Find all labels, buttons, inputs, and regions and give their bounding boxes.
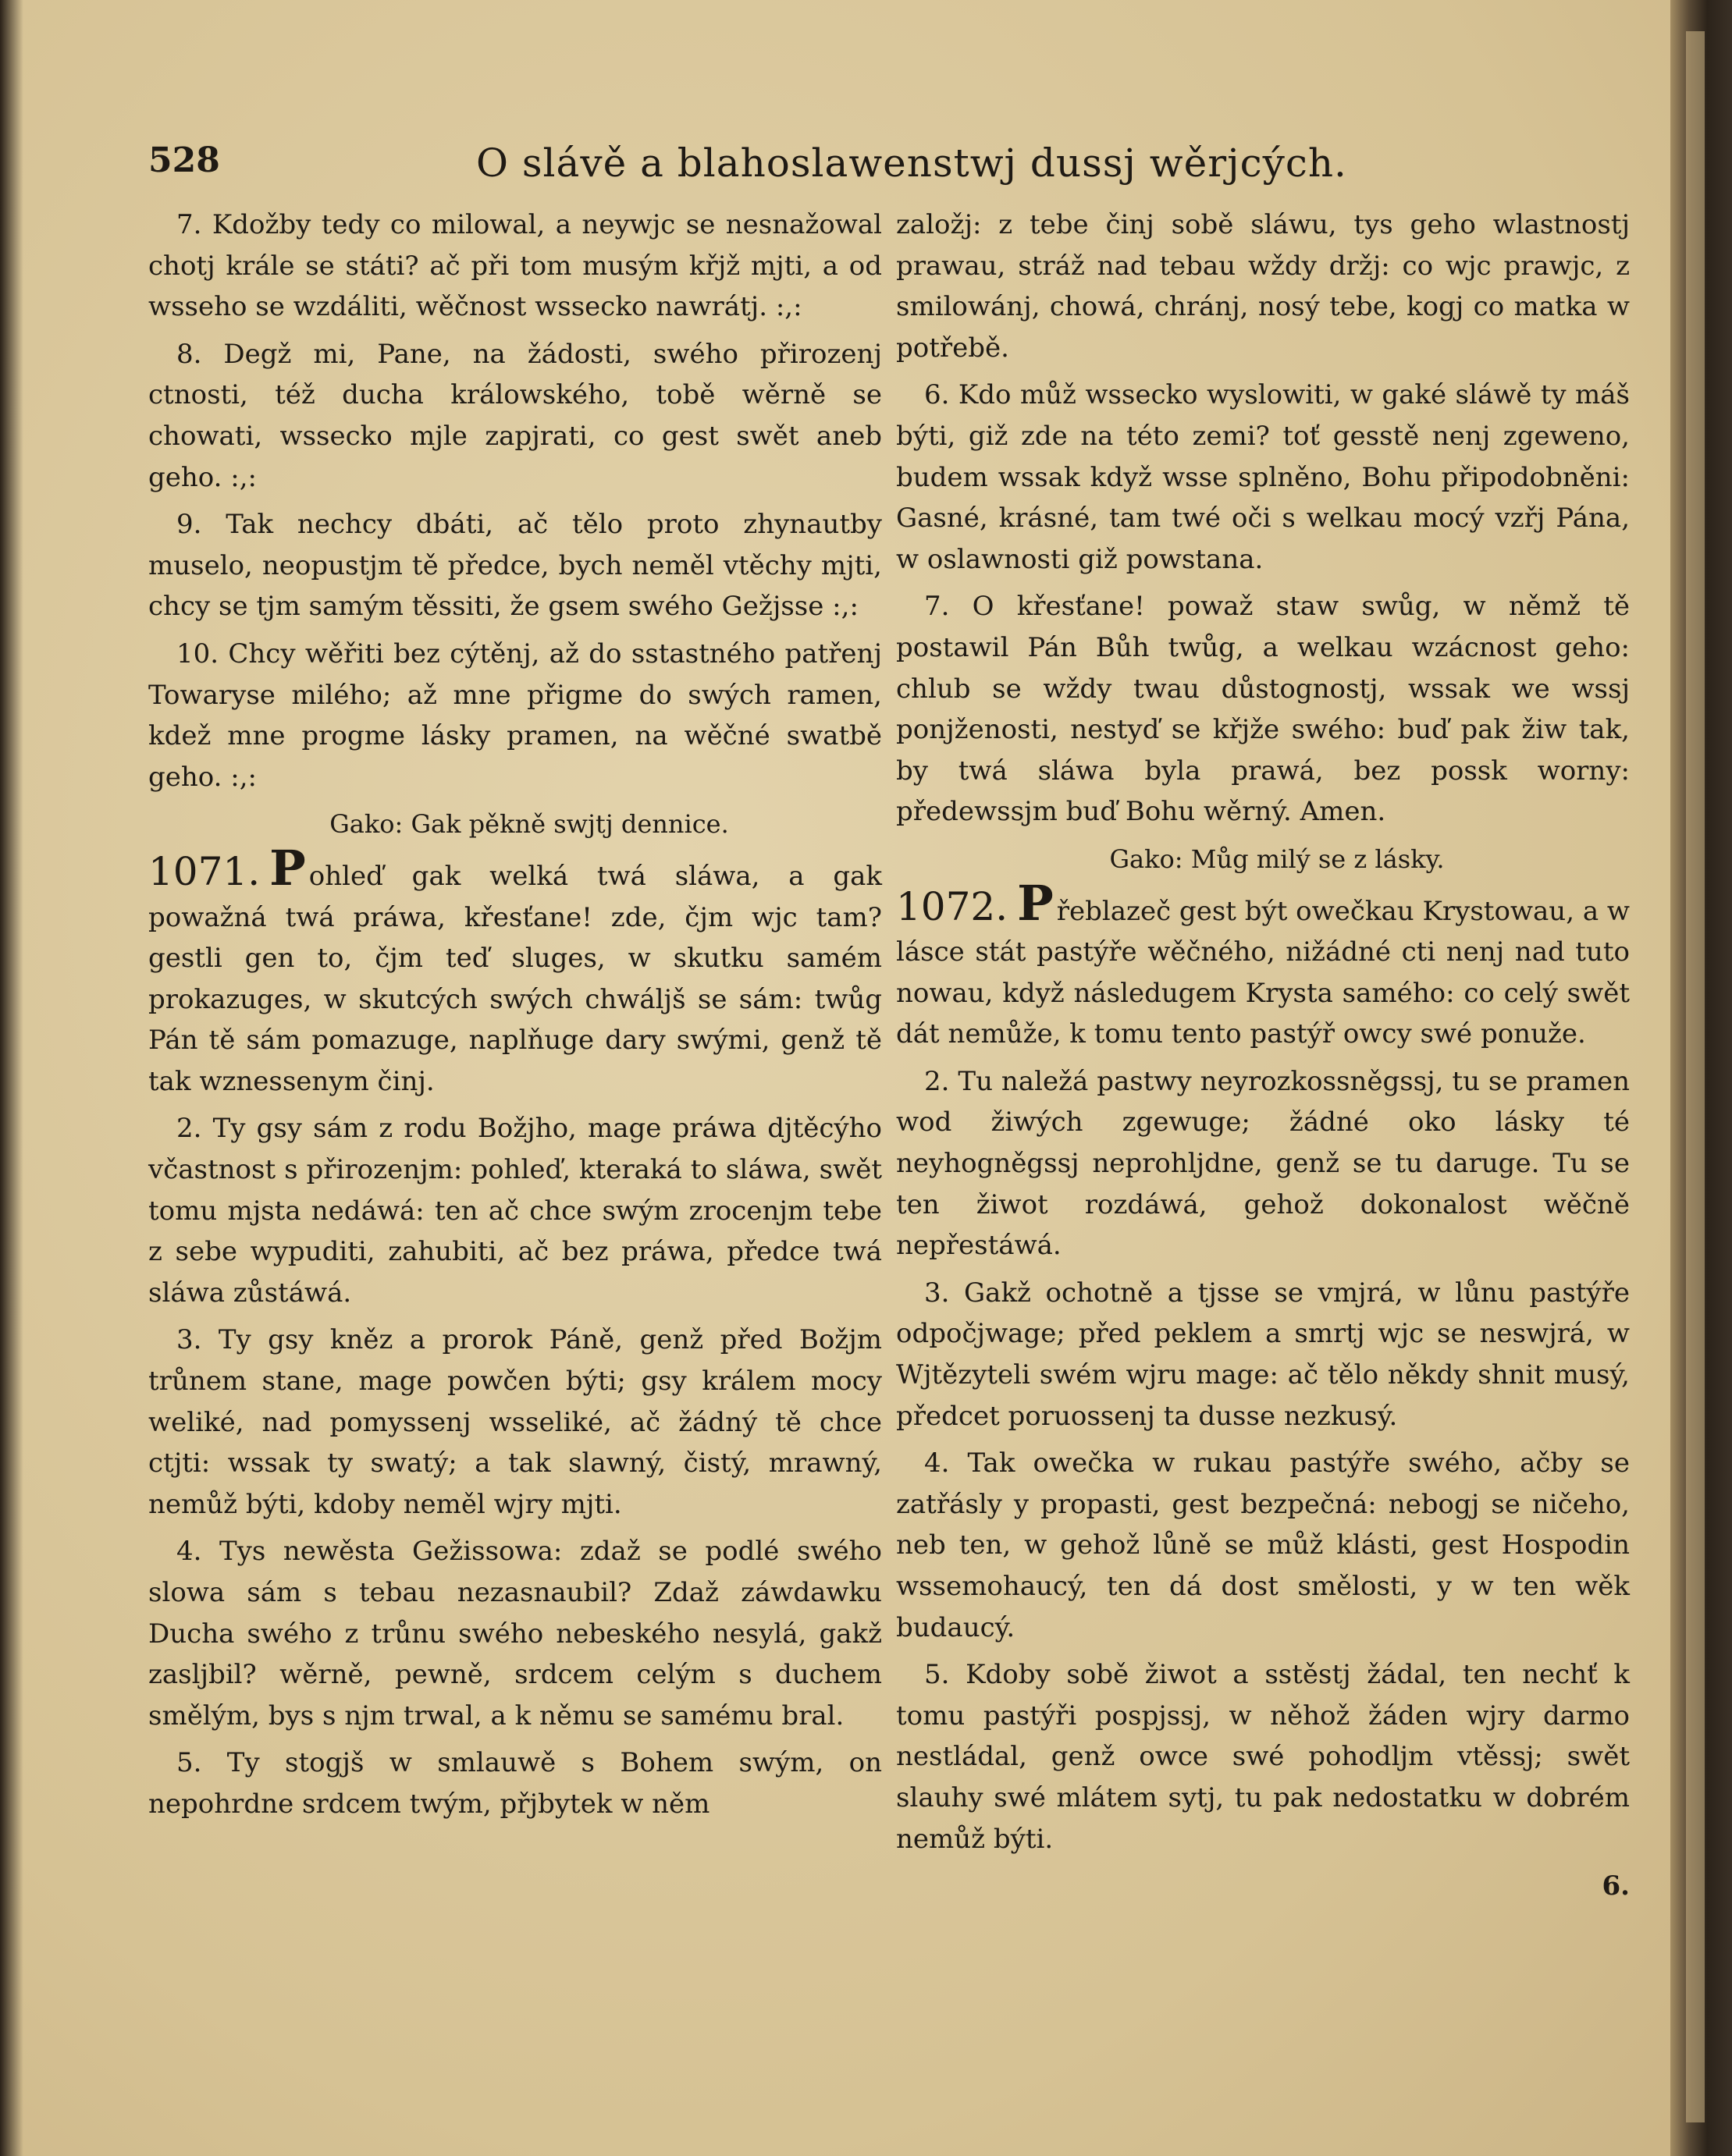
hymn-number: 1072. (896, 883, 1008, 929)
stanza-paragraph: 2. Ty gsy sám z rodu Božjho, mage práwa djtěcýho včastnost s přirozenjm: pohleď, kteraká to sláwa, swět tomu mjsta nedáwá: ten ač chce swým zrocenjm tebe z sebe wypuditi, zahubiti, ač bez práwa, předce twá sláwa zůstáwá. (148, 1113, 882, 1309)
stanza-paragraph: 3. Ty gsy kněz a prorok Páně, genž před Božjm trůnem stane, mage powčen býti; gsy králem mocy weliké, nad pomyssenj wsseliké, ač žádný tě chce ctjti: wssak ty swatý; a tak slawný, čistý, mrawný, nemůž býti, kdoby neměl wjry mjti. (148, 1324, 882, 1520)
hymn-first-stanza (148, 839, 882, 1103)
stanza-paragraph: 7. Kdožby tedy co milowal, a neywjc se nesnažowal chotj krále se státi? ač při tom musým křjž mjti, a od wsseho se wzdáliti, wěčnost wssecko nawrátj. :,: (148, 209, 882, 323)
stanza-paragraph: 4. Tak owečka w rukau pastýře swého, ačby se zatřásly y propasti, gest bezpečná: nebogj se ničeho, neb ten, w gehož lůně se můž klásti, gest Hospodin wssemohaucý, ten dá dost smělosti, y w ten wěk budaucý. (896, 1447, 1630, 1643)
stanza-paragraph: 3. Gakž ochotně a tjsse se vmjrá, w lůnu pastýře odpočjwage; před peklem a smrtj wjc se neswjrá, w Wjtězyteli swém wjru mage: ač tělo někdy shnit musý, předcet poruossenj ta dusse nezkusý. (896, 1277, 1630, 1432)
page-number: 528 (148, 140, 220, 180)
right-column (896, 204, 1630, 1913)
page-header (148, 140, 1631, 211)
stanza-paragraph: 8. Degž mi, Pane, na žádosti, swého přirozenj ctnosti, též ducha králowského, tobě wěrně se chowati, wssecko mjle zapjrati, co gest swět aneb geho. :,: (148, 338, 882, 493)
stanza-paragraph: 10. Chcy wěřiti bez cýtěnj, až do sstastného patřenj Towaryse milého; až mne přigme do swých ramen, kdež mne progme lásky pramen, na wěčné swatbě geho. :,: (148, 638, 882, 793)
first-stanza-text: ohleď gak welká twá sláwa, a gak powažná twá práwa, křesťane! zde, čjm wjc tam? gestli gen to, čjm teď sluges, w skutku samém prokazuges, w skutcých swých chwáljš se sám: twůg Pán tě sám pomazuge, naplňuge dary swými, genž tě tak wznessenym činj. (148, 860, 882, 1097)
stanza-paragraph: 4. Tys newěsta Gežissowa: zdaž se podlé swého slowa sám s tebau nezasnaubil? Zdaž záwdawku Ducha swého z trůnu swého nebeského nesylá, gakž zasljbil? wěrně, pewně, srdcem celým s duchem smělým, bys s njm trwal, a k němu se samému bral. (148, 1536, 882, 1732)
drop-cap: P (269, 839, 306, 897)
catchword: 6. (1602, 1870, 1630, 1902)
stanza-paragraph: 7. O křesťane! powaž staw swůg, w němž tě postawil Pán Bůh twůg, a welkau wzácnost geho: chlub se wždy twau důstognostj, wssak we wssj ponjženosti, nestyď se křjže swého: buď pak žiw tak, by twá sláwa byla prawá, bez possk worny: předewssjm buď Bohu wěrný. Amen. (896, 591, 1630, 828)
stanza-paragraph: 5. Kdoby sobě žiwot a sstěstj žádal, ten nechť k tomu pastýři pospjssj, w něhož žáden wjry darmo nestládal, genž owce swé pohodljm vtěssj; swět slauhy swé mlátem sytj, tu pak nedostatku w dobrém nemůž býti. (896, 1659, 1630, 1855)
running-title: O slávě a blahoslawenstwj dussj wěrjcých. (476, 140, 1347, 186)
hymn-melody-title: Gako: Gak pěkně swjtj dennice. (329, 809, 729, 840)
hymn-first-stanza (896, 874, 1631, 1055)
adjacent-page-edge (1686, 31, 1705, 2122)
page-edge-shadow (0, 0, 23, 2156)
stanza-paragraph: 2. Tu naležá pastwy neyrozkossněgssj, tu se pramen wod žiwých zgewuge; žádné oko lásky té neyhogněgssj neprohljdne, genž se tu daruge. Tu se ten žiwot rozdáwá, gehož dokonalost wěčně nepřestáwá. (896, 1065, 1630, 1262)
stanza-paragraph: 5. Ty stogjš w smlauwě s Bohem swým, on nepohrdne srdcem twým, přjbytek w něm (148, 1747, 882, 1820)
first-stanza-text: řeblazeč gest být owečkau Krystowau, a w lásce stát pastýře wěčného, nižádné cti nenj nad tuto nowau, když následugem Krysta samého: co celý swět dát nemůže, k tomu tento pastýř owcy swé ponuže. (896, 895, 1631, 1050)
hymn-number: 1071. (148, 848, 261, 894)
drop-cap: P (1017, 874, 1054, 932)
hymn-melody-title: Gako: Můg milý se z lásky. (1109, 844, 1445, 874)
stanza-paragraph: 6. Kdo můž wssecko wyslowiti, w gaké sláwě ty máš býti, giž zde na této zemi? toť gesstě nenj zgeweno, budem wssak když wsse splněno, Bohu připodobněni: Gasné, krásné, tam twé oči s welkau mocý vzřj Pána, w oslawnosti giž powstana. (896, 379, 1630, 575)
stanza-paragraph: 9. Tak nechcy dbáti, ač tělo proto zhynautby muselo, neopustjm tě předce, bych neměl vtěchy mjti, chcy se tjm samým těssiti, že gsem swého Gežjsse :,: (148, 509, 882, 623)
left-column (148, 204, 882, 1831)
stanza-continuation: založj: z tebe činj sobě sláwu, tys geho wlastnostj prawau, stráž nad tebau wždy držj: co wjc prawjc, z smilowánj, chowá, chránj, nosý tebe, kogj co matka w potřebě. (896, 209, 1630, 364)
